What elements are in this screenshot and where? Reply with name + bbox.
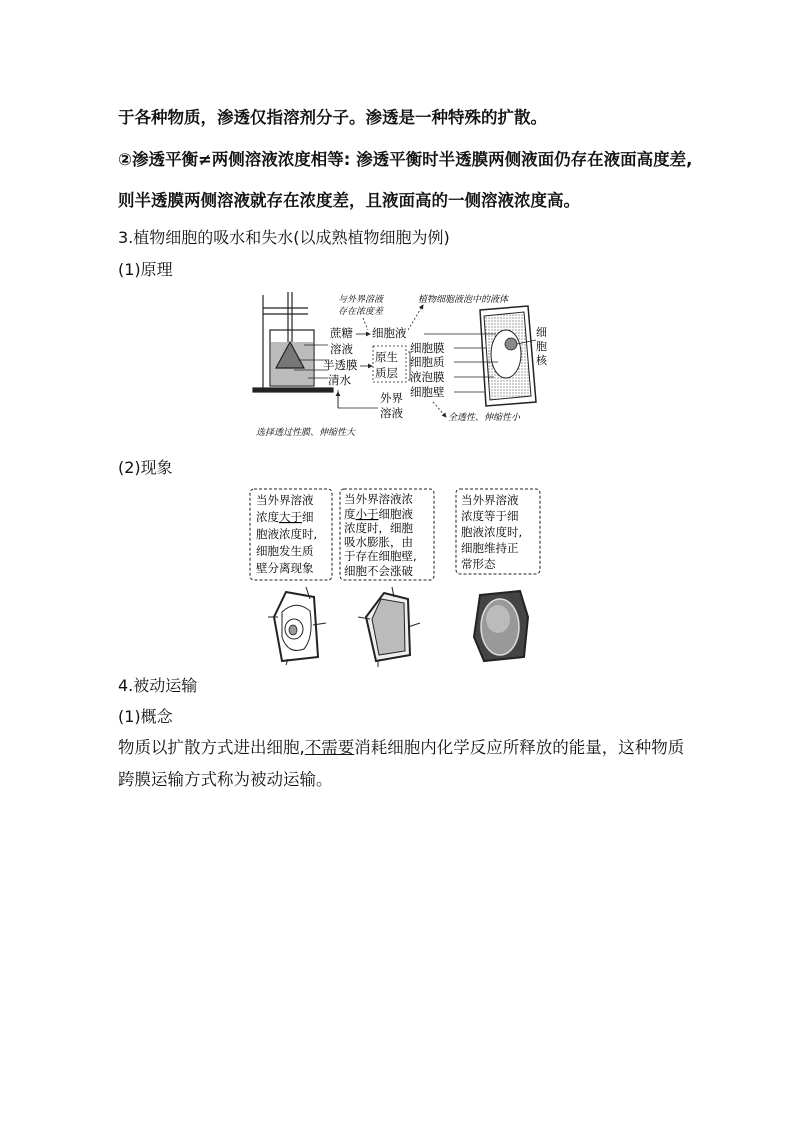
section-heading-4: 4.被动运输 (118, 676, 198, 695)
box1-line-5: 壁分离现象 (256, 561, 314, 575)
note-concentration-diff-2: 存在浓度差 (338, 307, 384, 317)
label-sucrose: 蔗糖 (330, 326, 353, 340)
osmosis-principle-diagram (248, 290, 548, 440)
section-heading-3: 3.植物细胞的吸水和失水(以成熟植物细胞为例) (118, 228, 450, 247)
cell-swelling-illustration (358, 587, 420, 667)
plant-cell-illustration (480, 306, 536, 406)
label-cell-sap: 细胞液 (372, 326, 407, 340)
paragraph-concept-line-1: 物质以扩散方式进出细胞,不需要消耗细胞内化学反应所释放的能量，这种物质 (118, 738, 685, 757)
note-selective-membrane: 选择透过性膜、伸缩性大 (256, 428, 356, 438)
box3-line-4: 细胞维持正 (461, 541, 519, 555)
box2-line-6: 细胞不会涨破 (344, 564, 413, 578)
subheading-principle: (1)原理 (118, 260, 173, 279)
box3-line-5: 常形态 (461, 557, 496, 571)
box2-line-4: 吸水膨胀，由 (344, 535, 413, 549)
box3-line-3: 胞液浓度时, (461, 525, 523, 539)
box2-line-5: 于存在细胞壁, (344, 549, 417, 563)
paragraph-line-2: ②渗透平衡≠两侧溶液浓度相等: 渗透平衡时半透膜两侧液面仍存在液面高度差, (118, 150, 693, 169)
label-cell-wall: 细胞壁 (410, 385, 445, 399)
note-fully-permeable: 全透性、伸缩性小 (448, 413, 521, 423)
label-cytoplasm: 细胞质 (410, 355, 445, 369)
paragraph-line-3: 则半透膜两侧溶液就存在浓度差，且液面高的一侧溶液浓度高。 (118, 191, 580, 210)
cell-plasmolysis-illustration (268, 587, 326, 665)
label-cell-membrane: 细胞膜 (410, 341, 445, 355)
box1-line-1: 当外界溶液 (256, 493, 314, 507)
paragraph-concept-line-2: 跨膜运输方式称为被动运输。 (118, 770, 333, 789)
note-vacuole-liquid: 植物细胞液泡中的液体 (418, 295, 509, 305)
box2-line-3: 浓度时，细胞 (344, 521, 413, 535)
cell-normal-illustration (474, 591, 528, 661)
paragraph-line-1: 于各种物质，渗透仅指溶剂分子。渗透是一种特殊的扩散。 (118, 108, 547, 127)
label-clear-water: 清水 (328, 373, 351, 387)
box2-line-2: 度小于细胞液 (344, 507, 413, 521)
label-nucleus-3: 核 (536, 354, 547, 367)
box1-line-3: 胞液浓度时, (256, 527, 318, 541)
funnel-apparatus (253, 292, 333, 392)
box1-line-4: 细胞发生质 (256, 544, 314, 558)
box3-line-1: 当外界溶液 (461, 493, 519, 507)
subheading-phenomenon: (2)现象 (118, 458, 173, 477)
note-concentration-diff-1: 与外界溶液 (338, 295, 384, 305)
box3-line-2: 浓度等于细 (461, 509, 519, 523)
label-nucleus-2: 胞 (536, 340, 547, 353)
label-protoplast-layer-1: 原生 (375, 350, 398, 364)
box1-line-2: 浓度大于细 (256, 510, 314, 524)
box2-line-1: 当外界溶液浓 (344, 492, 413, 506)
label-solution: 溶液 (330, 342, 353, 356)
label-semipermeable-membrane: 半透膜 (323, 358, 358, 372)
label-outer-solution-1: 外界 (380, 391, 403, 405)
label-vacuole-membrane: 液泡膜 (410, 370, 445, 384)
label-nucleus-1: 细 (536, 326, 547, 339)
label-protoplast-layer-2: 质层 (375, 366, 398, 380)
label-outer-solution-2: 溶液 (380, 406, 403, 420)
subheading-concept: (1)概念 (118, 707, 173, 726)
phenomenon-diagram (248, 487, 548, 667)
